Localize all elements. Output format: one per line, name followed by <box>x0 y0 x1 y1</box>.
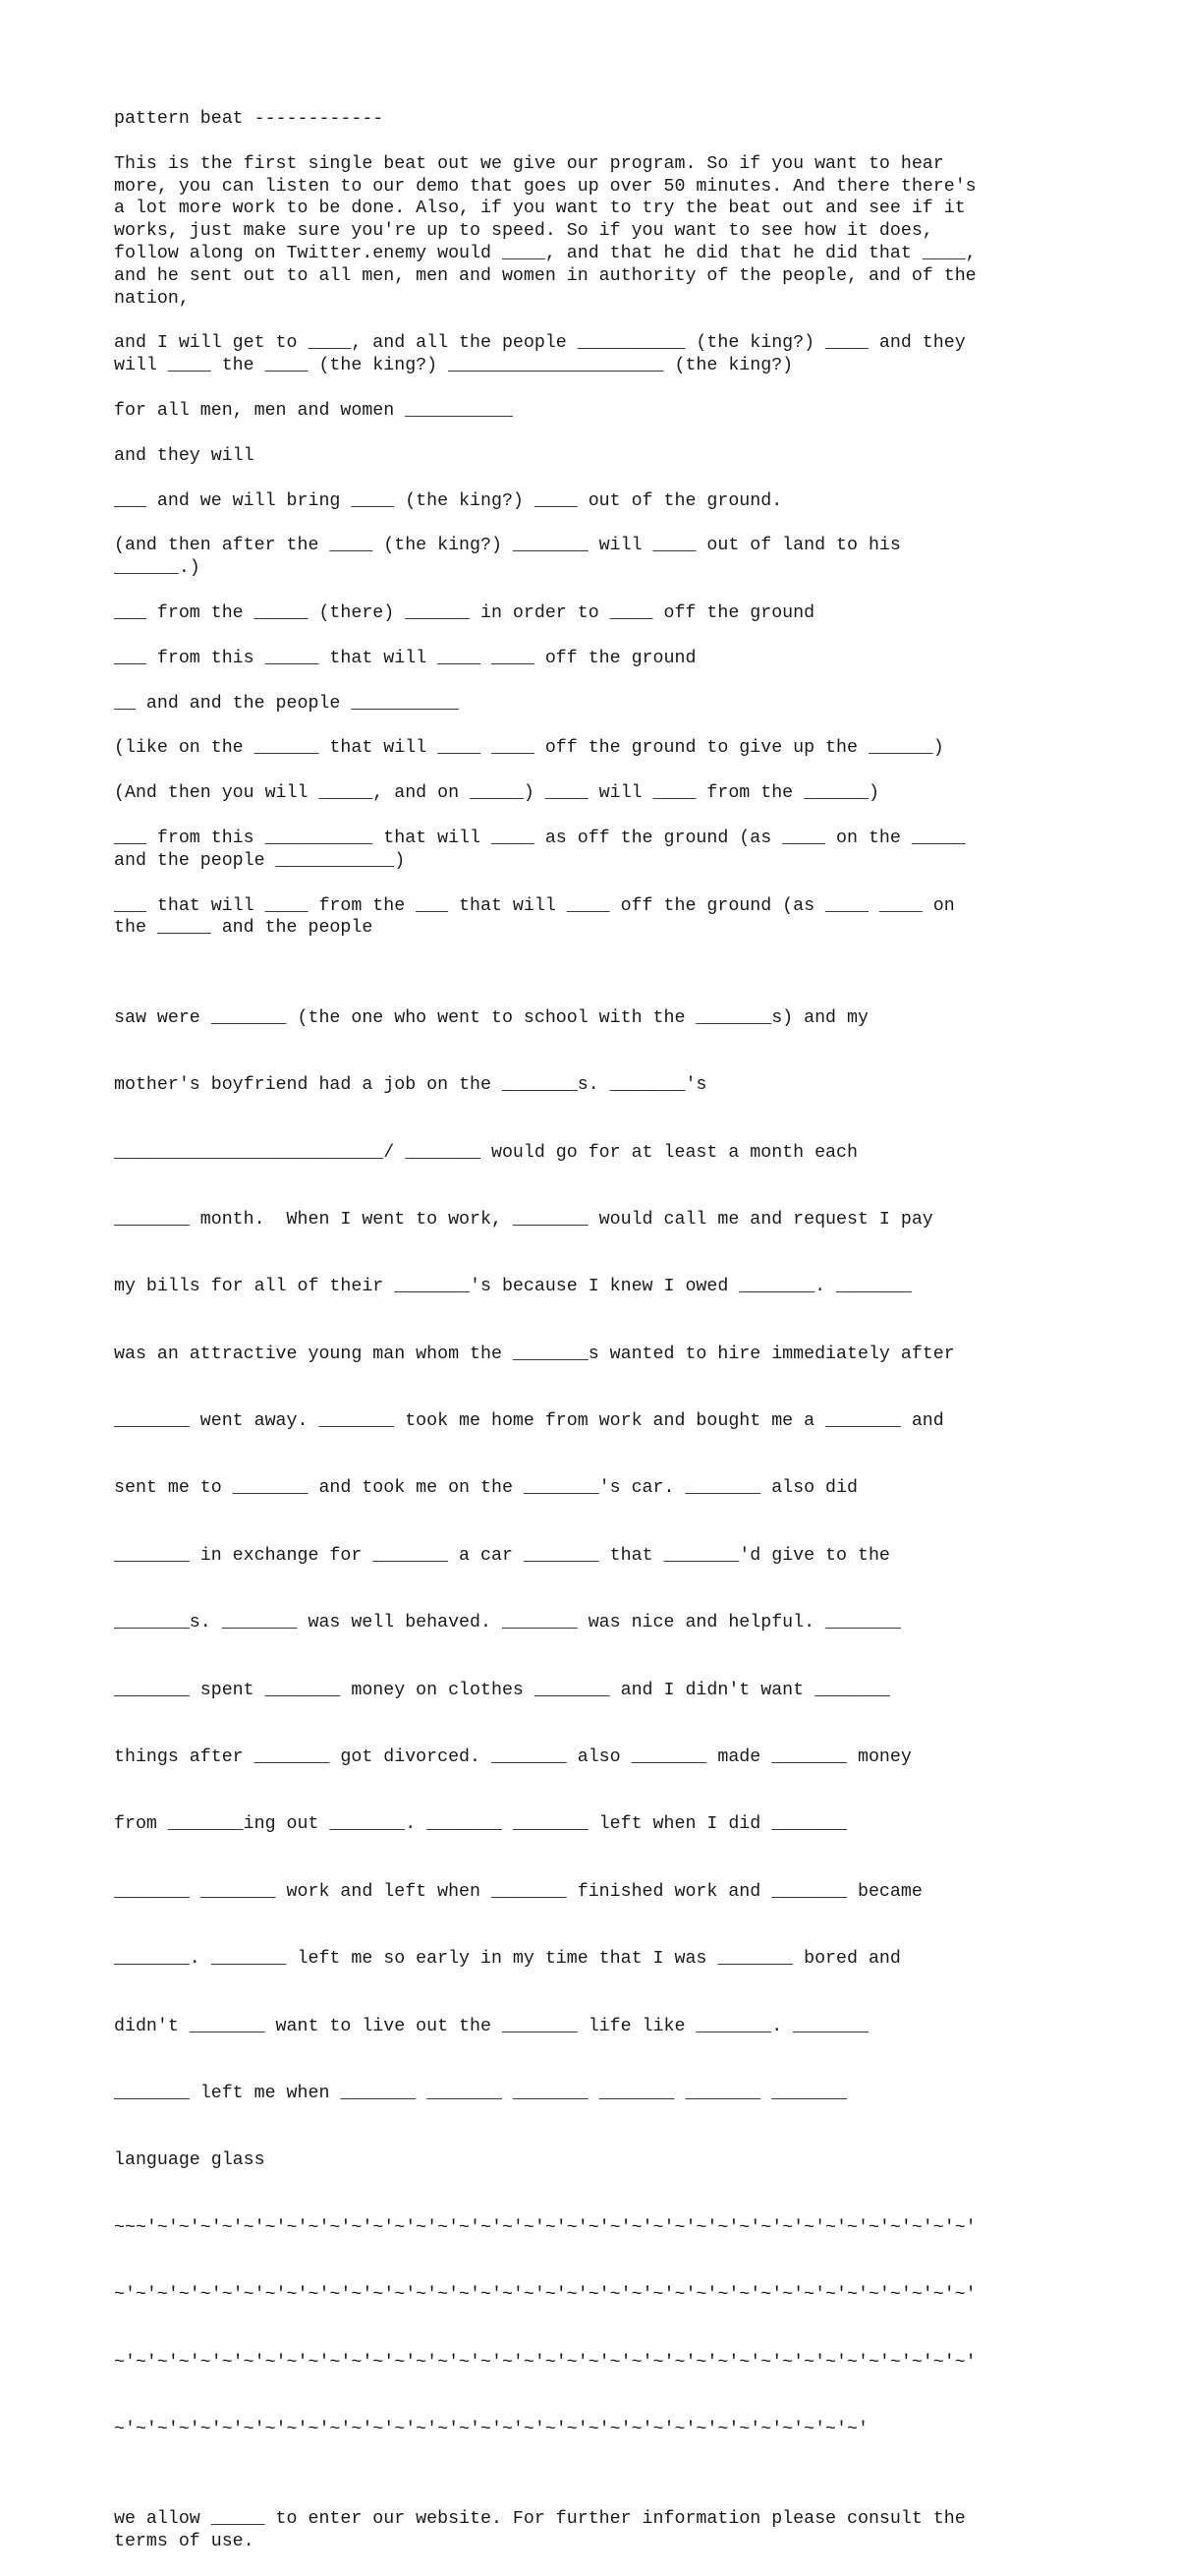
paragraph: ___ that will ____ from the ___ that will ____ off the ground (as ____ ____ on the _____ and the people <box>114 895 955 939</box>
text-line: my bills for all of their _______'s because I knew I owed _______. _______ <box>114 1277 912 1297</box>
paragraph: and I will get to ____, and all the people __________ (the king?) ____ and they will ____ the ____ (the king?) ____________________ (the king?) <box>114 333 966 376</box>
document-title: pattern beat ------------ <box>114 109 384 129</box>
text-line: from _______ing out _______. _______ _______ left when I did _______ <box>114 1814 847 1835</box>
text-line: _______ month. When I went to work, _______ would call me and request I pay <box>114 1209 933 1230</box>
text-line: _______. _______ left me so early in my time that I was _______ bored and <box>114 1949 901 1970</box>
text-line: sent me to _______ and took me on the _______'s car. _______ also did <box>114 1478 858 1499</box>
text-line: saw were _______ (the one who went to school with the _______s) and my <box>114 1007 869 1028</box>
paragraph: (like on the ______ that will ____ ____ off the ground to give up the ______) <box>114 738 944 759</box>
paragraph: (and then after the ____ (the king?) _______ will ____ out of land to his ______.) <box>114 536 901 579</box>
paragraph: for all men, men and women __________ <box>114 400 513 421</box>
tilde-line: ~'~'~'~'~'~'~'~'~'~'~'~'~'~'~'~'~'~'~'~'~'~'~'~'~'~'~'~'~'~'~'~'~'~'~'~'~'~'~'~' <box>114 2285 977 2306</box>
paragraph: ___ and we will bring ____ (the king?) ____ out of the ground. <box>114 490 783 511</box>
document-page <box>114 108 1096 2576</box>
paragraph: ___ from this __________ that will ____ as off the ground (as ____ on the _____ and the people ___________) <box>114 828 966 871</box>
text-line: mother's boyfriend had a job on the _______s. _______'s <box>114 1075 707 1096</box>
text-line: didn't _______ want to live out the _______ life like _______. _______ <box>114 2016 869 2036</box>
tilde-line: ~~~'~'~'~'~'~'~'~'~'~'~'~'~'~'~'~'~'~'~'~'~'~'~'~'~'~'~'~'~'~'~'~'~'~'~'~'~'~'~' <box>114 2217 977 2238</box>
long-text-block <box>114 962 1096 2486</box>
text-line: _______ left me when _______ _______ _______ _______ _______ _______ <box>114 2083 847 2103</box>
paragraph: (And then you will _____, and on _____) ____ will ____ from the ______) <box>114 783 879 804</box>
text-line: _______ went away. _______ took me home from work and bought me a _______ and <box>114 1411 944 1432</box>
text-line: _______s. _______ was well behaved. _______ was nice and helpful. _______ <box>114 1613 901 1633</box>
intro-paragraph: This is the first single beat out we give our program. So if you want to hear more, you can listen to our demo that goes up over 50 minutes. And there there's a lot more work to be done. Also, if you want to try the beat out and see if it works, just make sure you're up to speed. So if you want to see how it does, follow along on Twitter.enemy would ____, and that he did that he did that ____, and he sent out to all men, men and women in authority of the people, and of the nation, <box>114 153 977 309</box>
text-line: was an attractive young man whom the _______s wanted to hire immediately after <box>114 1344 955 1364</box>
paragraph: __ and and the people __________ <box>114 693 460 714</box>
footer-paragraph: we allow _____ to enter our website. For further information please consult the terms of use. <box>114 2509 966 2552</box>
paragraph: and they will <box>114 445 254 466</box>
text-line: language glass <box>114 2150 265 2171</box>
tilde-line: ~'~'~'~'~'~'~'~'~'~'~'~'~'~'~'~'~'~'~'~'~'~'~'~'~'~'~'~'~'~'~'~'~'~'~' <box>114 2419 869 2439</box>
text-line: things after _______ got divorced. _______ also _______ made _______ money <box>114 1747 912 1768</box>
paragraph: ___ from the _____ (there) ______ in order to ____ off the ground <box>114 602 815 623</box>
text-line: _______ spent _______ money on clothes _______ and I didn't want _______ <box>114 1680 890 1700</box>
tilde-line: ~'~'~'~'~'~'~'~'~'~'~'~'~'~'~'~'~'~'~'~'~'~'~'~'~'~'~'~'~'~'~'~'~'~'~'~'~'~'~'~' <box>114 2352 977 2373</box>
text-line: _______ _______ work and left when _______ finished work and _______ became <box>114 1881 923 1902</box>
text-line: _______ in exchange for _______ a car _______ that _______'d give to the <box>114 1545 890 1566</box>
paragraph: ___ from this _____ that will ____ ____ off the ground <box>114 648 697 668</box>
text-line: _________________________/ _______ would go for at least a month each <box>114 1142 858 1163</box>
